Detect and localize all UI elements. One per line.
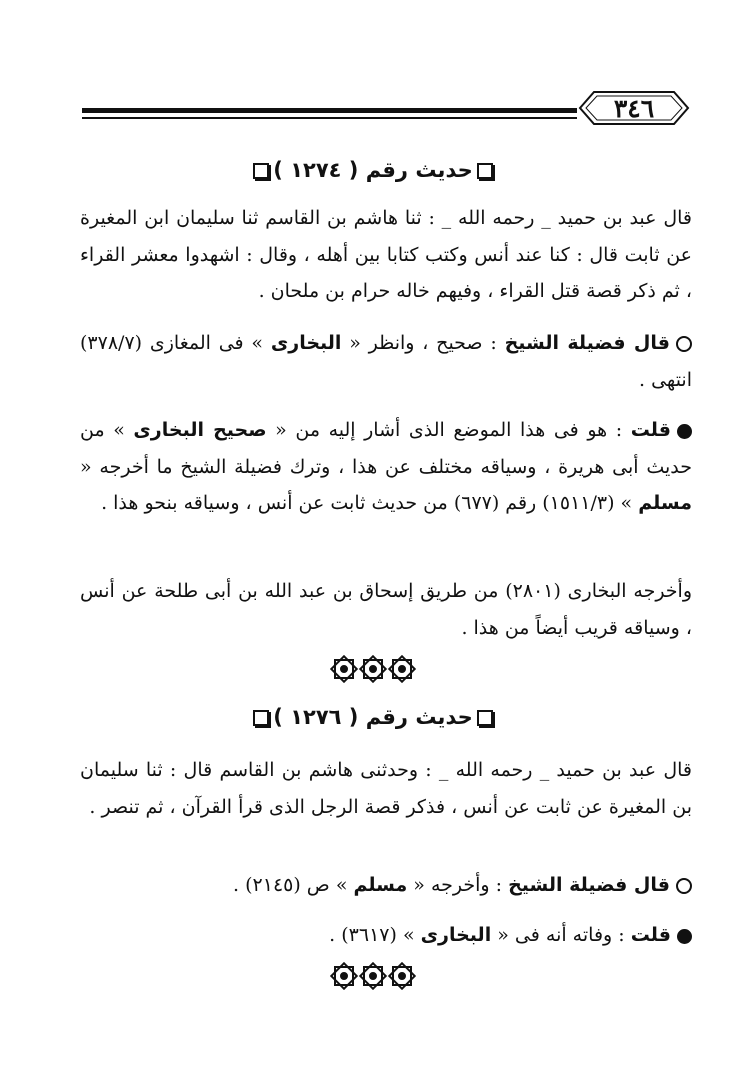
extra-text: وأخرجه البخارى (٢٨٠١) من طريق إسحاق بن عبد الله بن أبى طلحة عن أنس ، وسياقه قريب أيضاً من هذا .: [80, 580, 692, 639]
hadith-heading-1276: [80, 705, 666, 729]
comment-text: » ص (٢١٤٥) .: [233, 874, 354, 896]
qultu-label: قلت: [630, 419, 671, 441]
comment-text: » (١٥١١/٣) رقم (٦٧٧) من حديث ثابت عن أنس ، وسياقه بنحو هذا .: [101, 492, 639, 514]
filled-circle-icon: [677, 929, 692, 944]
shaykh-label: قال فضيلة الشيخ: [504, 332, 670, 354]
comment-text: : صحيح ، وانظر «: [341, 332, 497, 354]
hadith-1274-shaykh-comment: [80, 325, 692, 398]
hollow-circle-icon: [676, 336, 692, 352]
box-icon: [477, 710, 493, 726]
filled-circle-icon: [677, 424, 692, 439]
comment-text: : هو فى هذا الموضع الذى أشار إليه من «: [266, 419, 623, 441]
hadith-1274-extra: [80, 573, 692, 646]
comment-text: » فى المغازى (٣٧٨/٧) انتهى .: [80, 332, 692, 391]
hadith-heading-1274: [80, 158, 666, 182]
isnad-text: قال عبد بن حميد _ رحمه الله _ : وحدثنى هاشم بن القاسم قال : ثنا سليمان بن المغيرة عن ثابت عن أنس ، فذكر قصة الرجل الذى قرأ القرآن ، ثم تنصر .: [80, 759, 692, 818]
hadith-1276-qultu: [132, 917, 692, 954]
book-name: مسلم: [353, 874, 408, 896]
hadith-1274-isnad: [80, 200, 692, 310]
box-icon: [477, 163, 493, 179]
comment-text: : وأخرجه «: [407, 874, 503, 896]
comment-text: » من حديث أبى هريرة ، وسياقه مختلف عن هذا ، وترك فضيلة الشيخ ما أخرجه «: [80, 419, 692, 478]
header-rule-thin: [82, 117, 577, 119]
isnad-text: قال عبد بن حميد _ رحمه الله _ : ثنا هاشم بن القاسم ثنا سليمان ابن المغيرة عن ثابت قال : كنا عند أنس وكتب كتابا بين أهله ، وقال : اشهدوا معشر القراء ، ثم ذكر قصة قتل القراء ، وفيهم خاله حرام بن ملحان .: [80, 207, 692, 302]
comment-text: » (٣٦١٧) .: [329, 924, 421, 946]
book-name: مسلم: [638, 492, 692, 514]
section-ornament-icon: [330, 962, 416, 990]
box-icon: [253, 710, 269, 726]
hadith-heading-text: حديث رقم ( ١٢٧٤ ): [273, 158, 473, 182]
comment-text: : وفاته أنه فى «: [491, 924, 625, 946]
hollow-circle-icon: [676, 878, 692, 894]
header-rule-thick: [82, 108, 577, 113]
book-name: البخارى: [270, 332, 342, 354]
section-ornament-icon: [330, 655, 416, 683]
book-name: البخارى: [420, 924, 492, 946]
page-number: ٣٤٦: [613, 93, 655, 123]
qultu-label: قلت: [630, 924, 671, 946]
hadith-1276-shaykh-comment: [80, 867, 692, 904]
box-icon: [253, 163, 269, 179]
hadith-1274-qultu: [80, 412, 692, 522]
shaykh-label: قال فضيلة الشيخ: [508, 874, 670, 896]
hadith-1276-isnad: [80, 752, 692, 825]
hadith-heading-text: حديث رقم ( ١٢٧٦ ): [273, 705, 473, 729]
book-name: صحيح البخارى: [133, 419, 267, 441]
